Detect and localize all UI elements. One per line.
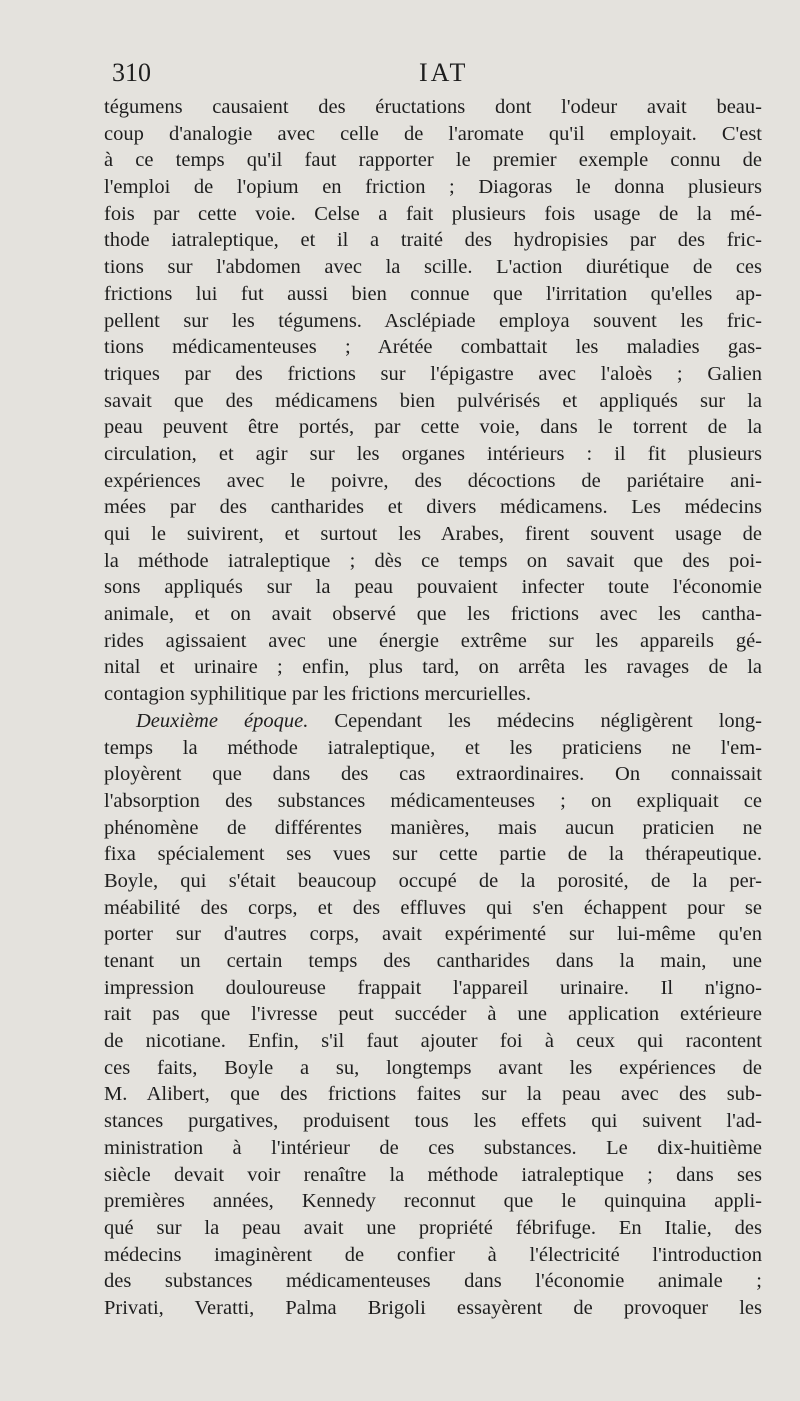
body-text — [104, 94, 762, 1322]
text-line: tions sur l'abdomen avec la scille. L'action diurétique de ces — [104, 256, 762, 279]
text-line: tions médicamenteuses ; Arétée combattait les maladies gas- — [104, 336, 762, 359]
text-line: circulation, et agir sur les organes intérieurs : il fit plusieurs — [104, 442, 762, 465]
page-header — [112, 58, 762, 92]
text-line: à ce temps qu'il faut rapporter le premier exemple connu de — [104, 149, 762, 172]
section-first-line — [104, 708, 762, 735]
text-line: Privati, Veratti, Palma Brigoli essayèrent de provoquer les — [104, 1296, 762, 1319]
text-line: rait pas que l'ivresse peut succéder à une application extérieure — [104, 1003, 762, 1026]
text-line: coup d'analogie avec celle de l'aromate qu'il employait. C'est — [104, 122, 762, 145]
text-line: temps la méthode iatraleptique, et les praticiens ne l'em- — [104, 736, 762, 759]
text-line: porter sur d'autres corps, avait expérimenté sur lui-même qu'en — [104, 923, 762, 946]
text-line: médecins imaginèrent de confier à l'électricité l'introduction — [104, 1243, 762, 1266]
text-line: tégumens causaient des éructations dont l'odeur avait beau- — [104, 96, 762, 118]
text-line: triques par des frictions sur l'épigastre avec l'aloès ; Galien — [104, 362, 762, 385]
text-line: ployèrent que dans des cas extraordinaires. On connaissait — [104, 763, 762, 786]
text-line: frictions lui fut aussi bien connue que l'irritation qu'elles ap- — [104, 282, 762, 305]
text-line: des substances médicamenteuses dans l'économie animale ; — [104, 1270, 762, 1293]
section-heading: Deuxième époque. — [136, 709, 309, 732]
section-first-line-text: Cependant les médecins négligèrent long- — [308, 709, 762, 732]
text-line: phénomène de différentes manières, mais aucun praticien ne — [104, 816, 762, 839]
text-line: qui le suivirent, et surtout les Arabes, firent souvent usage de — [104, 523, 762, 545]
text-line: siècle devait voir renaître la méthode iatraleptique ; dans ses — [104, 1163, 762, 1186]
running-head: IAT — [419, 58, 469, 87]
text-line: expériences avec le poivre, des décoctions de pariétaire ani- — [104, 469, 762, 492]
text-line: méabilité des corps, et des effluves qui s'en échappent pour se — [104, 896, 762, 919]
text-line: sons appliqués sur la peau pouvaient infecter toute l'économie — [104, 576, 762, 599]
text-line: premières années, Kennedy reconnut que le quinquina appli- — [104, 1190, 762, 1213]
text-line: pellent sur les tégumens. Asclépiade employa souvent les fric- — [104, 309, 762, 332]
text-line: nital et urinaire ; enfin, plus tard, on arrêta les ravages de la — [104, 656, 762, 679]
text-line: de nicotiane. Enfin, s'il faut ajouter foi à ceux qui racontent — [104, 1030, 762, 1053]
text-line: savait que des médicamens bien pulvérisés et appliqués sur la — [104, 389, 762, 412]
text-line: ministration à l'intérieur de ces substances. Le dix-huitième — [104, 1136, 762, 1159]
text-line: peau peuvent être portés, par cette voie, dans le torrent de la — [104, 416, 762, 439]
page-number: 310 — [112, 58, 151, 87]
text-line: la méthode iatraleptique ; dès ce temps on savait que des poi- — [104, 549, 762, 572]
text-line: rides agissaient avec une énergie extrême sur les appareils gé- — [104, 629, 762, 652]
text-line: fois par cette voie. Celse a fait plusieurs fois usage de la mé- — [104, 202, 762, 225]
text-line: mées par des cantharides et divers médicamens. Les médecins — [104, 496, 762, 519]
text-line: fixa spécialement ses vues sur cette partie de la thérapeutique. — [104, 843, 762, 866]
text-line: M. Alibert, que des frictions faites sur la peau avec des sub- — [104, 1083, 762, 1106]
text-line: l'emploi de l'opium en friction ; Diagoras le donna plusieurs — [104, 176, 762, 199]
text-line: impression douloureuse frappait l'appareil urinaire. Il n'igno- — [104, 976, 762, 999]
text-line: animale, et on avait observé que les frictions avec les cantha- — [104, 603, 762, 626]
text-line: contagion syphilitique par les frictions mercurielles. — [104, 683, 531, 706]
text-line: l'absorption des substances médicamenteuses ; on expliquait ce — [104, 789, 762, 812]
text-line: ces faits, Boyle a su, longtemps avant les expériences de — [104, 1056, 762, 1079]
text-line: tenant un certain temps des cantharides dans la main, une — [104, 950, 762, 972]
text-line: qué sur la peau avait une propriété fébrifuge. En Italie, des — [104, 1216, 762, 1239]
text-line: Boyle, qui s'était beaucoup occupé de la porosité, de la per- — [104, 869, 762, 892]
text-line: stances purgatives, produisent tous les effets qui suivent l'ad- — [104, 1110, 762, 1133]
text-line: thode iatraleptique, et il a traité des hydropisies par des fric- — [104, 229, 762, 252]
